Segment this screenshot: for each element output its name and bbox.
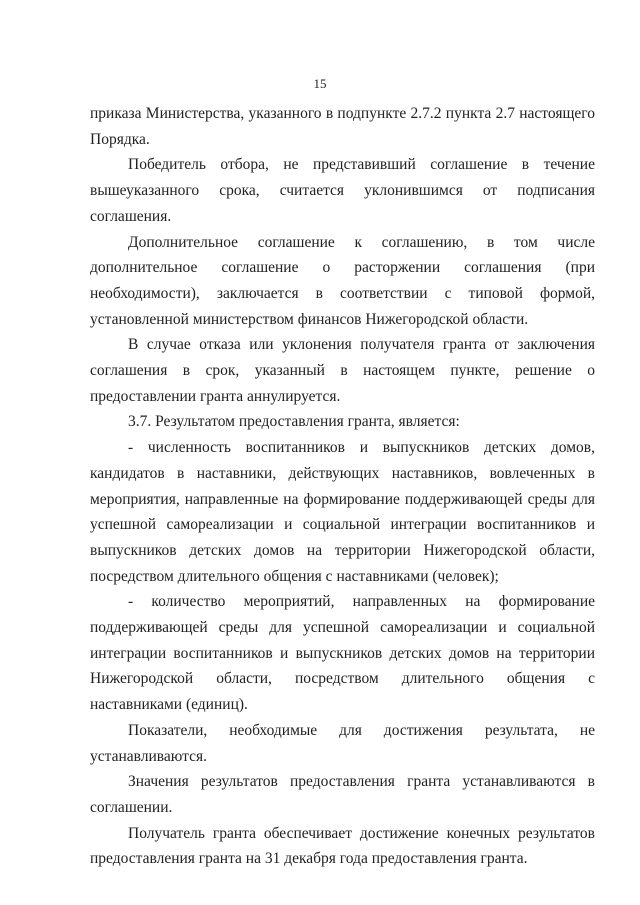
- paragraph-result-events-count: - количество мероприятий, направленных на формирование поддерживающей среды для успешной самореализации и социальной интеграции воспитанников и выпускников детских домов на территории Нижегородской области, посредством длительного общения с наставниками (единиц).: [90, 593, 595, 714]
- paragraph-refusal: В случае отказа или уклонения получателя гранта от заключения соглашения в срок, указанный в настоящем пункте, решение о предоставлении гранта аннулируется.: [90, 336, 595, 405]
- paragraph-winner-evasion: Победитель отбора, не представивший соглашение в течение вышеуказанного срока, считается уклонившимся от подписания соглашения.: [90, 156, 595, 225]
- page-number: 15: [313, 76, 327, 91]
- paragraph-result-values: Значения результатов предоставления гранта устанавливаются в соглашении.: [90, 773, 595, 816]
- paragraph-result-people-count: - численность воспитанников и выпускников детских домов, кандидатов в наставники, действующих наставников, вовлеченных в мероприятия, направленные на формирование поддерживающей среды для успешной самореализации и социальной интеграции воспитанников и выпускников детских домов на территории Нижегородской области, посредством длительного общения с наставниками (человек);: [90, 439, 595, 585]
- paragraph-indicators: Показатели, необходимые для достижения результата, не устанавливаются.: [90, 721, 595, 765]
- paragraph-additional-agreement: Дополнительное соглашение к соглашению, в том числе дополнительное соглашение о расторжении соглашения (при необходимости), заключается в соответствии с типовой формой, установленной министерством финансов Нижегородской области.: [90, 233, 595, 328]
- paragraph-section-3-7: 3.7. Результатом предоставления гранта, является:: [128, 413, 460, 431]
- document-body: [90, 101, 595, 872]
- paragraph-continuation: приказа Министерства, указанного в подпункте 2.7.2 пункта 2.7 настоящего Порядка.: [90, 105, 595, 148]
- paragraph-final-results: Получатель гранта обеспечивает достижение конечных результатов предоставления гранта на 31 декабря года предоставления гранта.: [90, 824, 595, 868]
